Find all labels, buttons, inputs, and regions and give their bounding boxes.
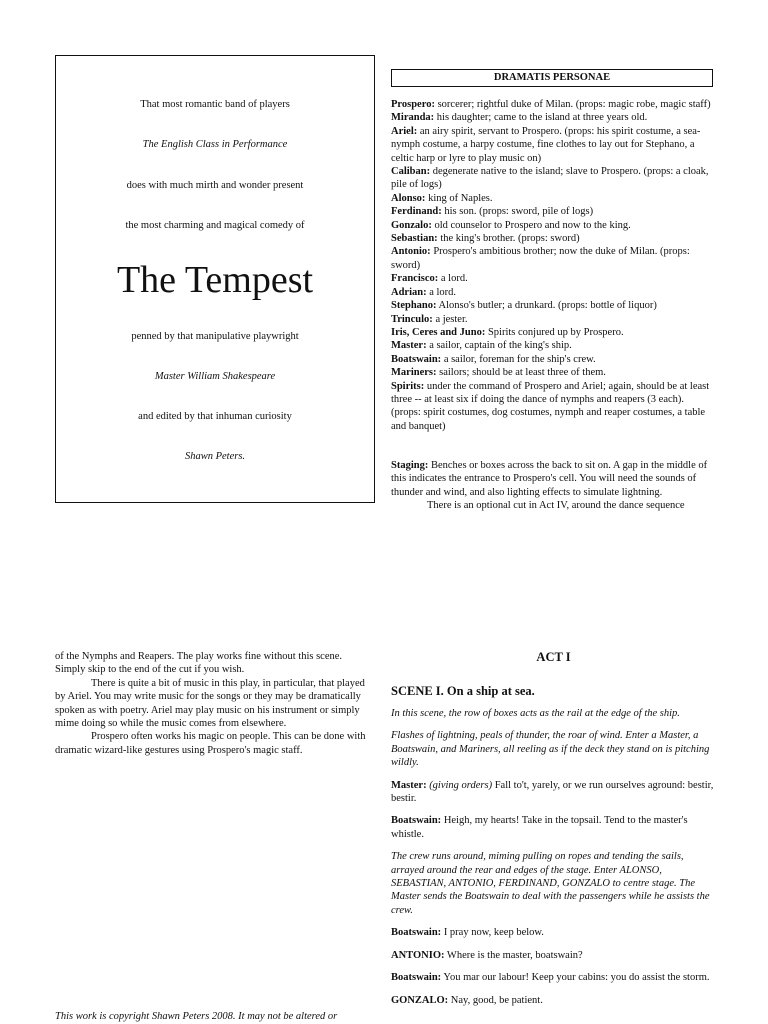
- character-description: his son. (props: sword, pile of logs): [441, 206, 594, 218]
- staging-continuation: There is an optional cut in Act IV, around the dance sequence: [427, 500, 685, 512]
- speech-text: Nay, good, be patient.: [448, 994, 543, 1006]
- character-name: Alonso:: [391, 192, 426, 204]
- character-entry: [391, 219, 716, 232]
- character-name: Ferdinand:: [391, 206, 442, 218]
- character-entry: [391, 111, 716, 124]
- stage-direction: The crew runs around, miming pulling on ropes and tending the sails, arrayed around the rear and edges of the stage. Enter ALONSO, SEBASTIAN, ANTONIO, FERDINAND, GONZALO to centre stage. The Master sends the Boatswain to deal with the passengers while he assists the crew.: [391, 851, 710, 916]
- character-description: the king's brother. (props: sword): [437, 233, 580, 245]
- character-list: [391, 98, 716, 433]
- character-name: Antonio:: [391, 246, 431, 258]
- character-entry: [391, 313, 716, 326]
- character-entry: [391, 366, 716, 379]
- notes-paragraph-3: Prospero often works his magic on people. This can be done with dramatic wizard-like gestures using Prospero's magic staff.: [55, 731, 366, 756]
- character-entry: [391, 232, 716, 245]
- speaker-name: Boatswain:: [391, 815, 442, 827]
- title-line-3: does with much mirth and wonder present: [126, 180, 304, 191]
- speaker-name: GONZALO:: [391, 994, 449, 1006]
- dialogue-line: [391, 814, 716, 841]
- character-description: his daughter; came to the island at three years old.: [434, 112, 648, 124]
- speech-text: Where is the master, boatswain?: [444, 949, 583, 961]
- character-description: a sailor, foreman for the ship's crew.: [441, 353, 596, 365]
- title-page-box: [55, 55, 375, 503]
- character-name: Gonzalo:: [391, 219, 432, 231]
- character-entry: [391, 286, 716, 299]
- dialogue-line: [391, 994, 716, 1007]
- character-description: a jester.: [432, 313, 468, 325]
- inline-direction: (giving orders): [429, 779, 493, 791]
- character-name: Spirits:: [391, 380, 425, 392]
- notes-paragraph-1: of the Nymphs and Reapers. The play works fine without this scene. Simply skip to the end of the cut if you wish.: [55, 651, 343, 676]
- dialogue-line: [391, 779, 716, 806]
- character-description: an airy spirit, servant to Prospero. (props: his spirit costume, a sea-nymph costume, a harpy costume, fine clothes to lay out for Stephano, a celtic harp or lyre to play music on): [391, 125, 701, 164]
- character-entry: [391, 165, 716, 192]
- character-description: a lord.: [426, 286, 457, 298]
- character-name: Boatswain:: [391, 353, 442, 365]
- dialogue-line: [391, 949, 716, 962]
- character-description: old counselor to Prospero and now to the king.: [431, 219, 631, 231]
- dialogue-line: [391, 926, 716, 939]
- character-description: under the command of Prospero and Ariel; again, should be at least three -- at least six if doing the dance of nymphs and reapers (3 each). (props: spirit costumes, dog costumes, nymph and reaper costumes, a table and banquet): [391, 380, 710, 432]
- title-line-1: That most romantic band of players: [140, 99, 290, 110]
- character-entry: [391, 205, 716, 218]
- title-line-4: the most charming and magical comedy of: [125, 220, 305, 231]
- staging-text: Benches or boxes across the back to sit on. A gap in the middle of this indicates the entrance to Prospero's cell. You will need the sounds of thunder and wind, and also lighting effects to simulate lightning.: [391, 460, 708, 498]
- character-description: king of Naples.: [425, 192, 493, 204]
- scene-heading: SCENE I. On a ship at sea.: [391, 684, 535, 698]
- character-name: Mariners:: [391, 367, 437, 379]
- notes-column: [55, 650, 373, 757]
- staging-notes: [391, 459, 716, 513]
- character-description: Alonso's butler; a drunkard. (props: bottle of liquor): [436, 300, 657, 312]
- editor-name: Shawn Peters.: [184, 451, 246, 462]
- stage-direction: Flashes of lightning, peals of thunder, the roar of wind. Enter a Master, a Boatswain, and Mariners, all reeling as if the deck they stand on is pitching wildly.: [391, 730, 710, 769]
- character-entry: [391, 299, 716, 312]
- character-name: Miranda:: [391, 112, 435, 124]
- character-name: Francisco:: [391, 273, 439, 285]
- character-entry: [391, 353, 716, 366]
- speech-text: You mar our labour! Keep your cabins: you do assist the storm.: [441, 972, 710, 984]
- title-line-5: penned by that manipulative playwright: [131, 331, 299, 342]
- speaker-name: Boatswain:: [391, 972, 442, 984]
- script-column: [391, 649, 716, 1016]
- notes-paragraph-2: There is quite a bit of music in this play, in particular, that played by Ariel. You may write music for the songs or they may be dramatically spoken as with poetry. Ariel may play music on his instrument or simply mime doing so while the music comes from elsewhere.: [55, 677, 365, 730]
- speech-text: Fall to't, yarely, or we run ourselves aground: bestir, bestir.: [391, 779, 714, 805]
- stage-direction: In this scene, the row of boxes acts as the rail at the edge of the ship.: [391, 708, 680, 719]
- speech-text: Heigh, my hearts! Take in the topsail. Tend to the master's whistle.: [391, 815, 688, 840]
- character-name: Caliban:: [391, 166, 431, 178]
- character-entry: [391, 245, 716, 272]
- character-description: sailors; should be at least three of them.: [436, 367, 606, 379]
- character-name: Trinculo:: [391, 313, 433, 325]
- character-name: Prospero:: [391, 99, 435, 110]
- character-name: Ariel:: [391, 125, 418, 137]
- act-heading: ACT I: [536, 650, 571, 664]
- character-description: degenerate native to the island; slave to Prospero. (props: a cloak, pile of logs): [391, 166, 709, 191]
- copyright-notice: This work is copyright Shawn Peters 2008. It may not be altered or: [55, 1011, 338, 1022]
- dialogue-line: [391, 971, 716, 984]
- character-name: Master:: [391, 340, 427, 352]
- character-description: Prospero's ambitious brother; now the duke of Milan. (props: sword): [391, 246, 690, 271]
- character-name: Adrian:: [391, 286, 427, 298]
- character-description: a lord.: [438, 273, 468, 285]
- dramatis-personae-heading: DRAMATIS PERSONAE: [391, 69, 713, 87]
- character-entry: [391, 380, 716, 434]
- character-entry: [391, 339, 716, 352]
- speaker-name: Boatswain:: [391, 927, 442, 939]
- speaker-name: Master:: [391, 779, 427, 791]
- character-entry: [391, 326, 716, 339]
- character-name: Sebastian:: [391, 233, 438, 245]
- title-line-2: The English Class in Performance: [142, 139, 288, 150]
- character-description: sorcerer; rightful duke of Milan. (props: magic robe, magic staff): [434, 99, 711, 110]
- character-entry: [391, 98, 716, 111]
- character-description: Spirits conjured up by Prospero.: [485, 326, 624, 338]
- character-description: a sailor, captain of the king's ship.: [426, 340, 572, 352]
- play-title: The Tempest: [116, 259, 314, 301]
- character-entry: [391, 125, 716, 165]
- speaker-name: ANTONIO:: [391, 949, 445, 961]
- title-line-7: and edited by that inhuman curiosity: [138, 411, 292, 422]
- character-entry: [391, 192, 716, 205]
- speech-text: I pray now, keep below.: [441, 927, 544, 939]
- character-entry: [391, 272, 716, 285]
- staging-label: Staging:: [391, 460, 429, 471]
- author-name: Master William Shakespeare: [154, 371, 276, 382]
- character-name: Iris, Ceres and Juno:: [391, 326, 486, 338]
- character-name: Stephano:: [391, 300, 437, 312]
